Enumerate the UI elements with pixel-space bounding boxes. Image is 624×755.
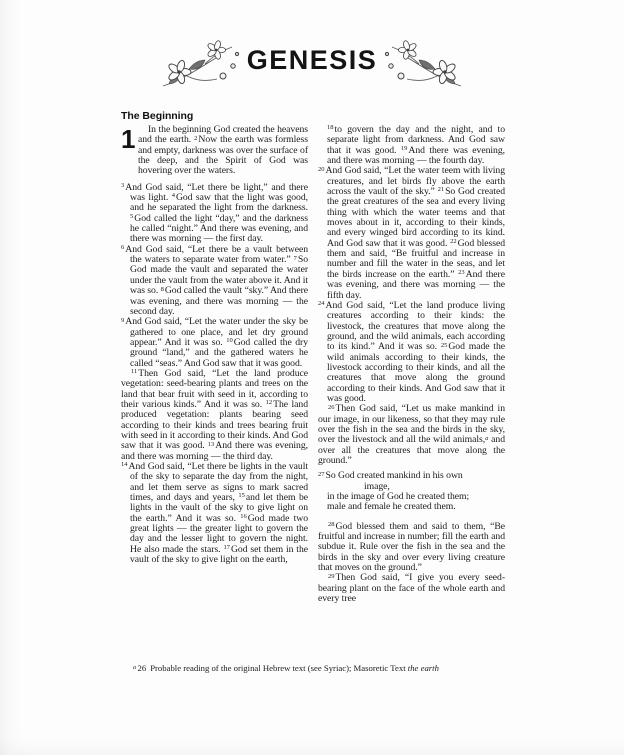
poetry-line: in the image of God he created them; [327,491,470,503]
book-title: GENESIS [246,44,378,75]
verse-number: 5 [130,213,134,221]
verse-paragraph: $^{28}$God blessed them and said to them, “Be fruitful and increase in number; fill the earth and subdue it. Rule over the fish in the sea and the birds in the sky and over every living creature that moves on the ground.” [318,520,505,574]
verse-number: 14 [121,461,128,469]
footnote-verse-ref: 26 [137,663,147,673]
verse-number: 2 [194,134,198,142]
verse-paragraph: $^3$And God said, “Let there be light,” and there was light. $^4$God saw that the light was good, and he separated the light from the darkness. $^5$God called the light “day,” and the darkness he called “night.” And there was evening, and there was morning — the first day. [121,181,309,245]
footnote-marker-inline: a [485,434,489,442]
verse-number: 8 [160,285,164,293]
verse-paragraph: $^{26}$Then God said, “Let us make mankind in our image, in our likeness, so that they may rule over the fish in the sea and the birds in the sky, over the livestock and all the wild animals,$^a$ and over all the creatures that move along the ground.” [318,403,505,466]
footnote-text: Probable reading of the original Hebrew text (see Syriac); Masoretic Text [150,663,408,673]
verse-paragraph: $^{14}$And God said, “Let there be lights in the vault of the sky to separate the day from the night, and let them serve as signs to mark sacred times, and days and years, $^{15}$and let them be lights in the vault of the sky to give light on the earth.” And it was so. $^{16}$God made two great lights — the greater light to govern the day and the lesser light to govern the night. He also made the stars. $^{17}$God set them in the vault of the sky to give light on the earth, [121,461,309,566]
verse-number: 9 [121,316,125,324]
verse-number: 23 [458,269,465,277]
poetry-line: image, [364,480,390,492]
poetry-line: male and female he created them. [327,501,456,513]
verse-number: 25 [440,341,448,349]
floral-ornament-right-icon [381,34,465,98]
right-column [318,110,505,604]
section-heading: The Beginning [121,110,194,122]
verse-number: 24 [318,300,325,308]
left-column [121,110,308,604]
verse-number: 7 [293,254,297,262]
verse-number: 18 [327,124,334,132]
verse-number: 17 [223,544,230,552]
scripture-columns [121,110,505,604]
footnote-marker: a [133,665,136,671]
footnote [133,663,508,675]
footnote-italic-text: the earth [407,663,439,673]
verse-paragraph: $^6$And God said, “Let there be a vault between the waters to separate water from water.” $^7$So God made the vault and separated the water under the vault from the water above it. And it was so. $^8$God called the vault “sky.” And there was evening, and there was morning — the second day. [121,243,309,317]
verse-number: 10 [226,337,233,345]
verse-number: 27 [318,470,325,478]
verse-number: 21 [437,186,445,194]
verse-number: 15 [238,492,245,500]
verse-number: 29 [328,572,335,580]
verse-number: 22 [450,238,457,246]
chapter-paragraph: 1 In the beginning God created the heavens and the earth. $^2$Now the earth was formless and empty, darkness was over the surface of the deep, and the Spirit of God was hovering over the waters. [121,124,308,177]
verse-number: 6 [121,244,125,252]
verse-number: 20 [318,165,325,173]
verse-number: 16 [240,513,247,521]
verse-number: 12 [265,399,273,407]
verse-number: 3 [121,182,125,190]
floral-ornament-left-icon [159,34,243,98]
verse-number: 19 [400,145,408,153]
verse-paragraph: $^{11}$Then God said, “Let the land produce vegetation: seed-bearing plants and trees on the land that bear fruit with seed in it, according to their various kinds.” And it was so. $^{12}$The land produced vegetation: plants bearing seed according to their kinds and trees bearing fruit with seed in it according to their kinds. And God saw that it was good. $^{13}$And there was evening, and there was morning — the third day. [121,367,308,462]
verse-number: 13 [207,440,215,448]
verse-paragraph: $^{29}$Then God said, “I give you every seed-bearing plant on the face of the whole earth and every tree [318,572,505,605]
poetry-block [318,471,505,512]
verse-number: 28 [328,521,335,529]
verse-number: 11 [131,368,138,376]
verse-number: 4 [171,192,175,200]
page-header [0,34,624,98]
verse-number: 26 [328,403,335,411]
verse-paragraph: $^9$And God said, “Let the water under the sky be gathered to one place, and let dry ground appear.” And it was so. $^{10}$God called the dry ground “land,” and the gathered waters he called “seas.” And God saw that it was good. [121,316,308,369]
chapter-number: 1 [121,124,136,154]
verse-paragraph: $^{24}$And God said, “Let the land produce living creatures according to their kinds: the livestock, the creatures that move along the ground, and the wild animals, each according to its kind.” And it was so. $^{25}$God made the wild animals according to their kinds, the livestock according to their kinds, and all the creatures that move along the ground according to their kinds. And God saw that it was good. [318,299,505,404]
verse-paragraph: $^{20}$And God said, “Let the water teem with living creatures, and let birds fly above the earth across the vault of the sky.” $^{21}$So God created the great creatures of the sea and every living thing with which the water teems and that moves about in it, according to their kinds, and every winged bird according to its kind. And God saw that it was good. $^{22}$God blessed them and said, “Be fruitful and increase in number and fill the water in the seas, and let the birds increase on the earth.” $^{23}$And there was evening, and there was morning — the fifth day. [318,165,505,301]
poetry-line: $^{27}$So God created mankind in his own [318,470,463,482]
verse-paragraph: $^{18}$to govern the day and the night, and to separate light from darkness. And God saw that it was good. $^{19}$And there was evening, and there was morning — the fourth day. [327,124,505,167]
